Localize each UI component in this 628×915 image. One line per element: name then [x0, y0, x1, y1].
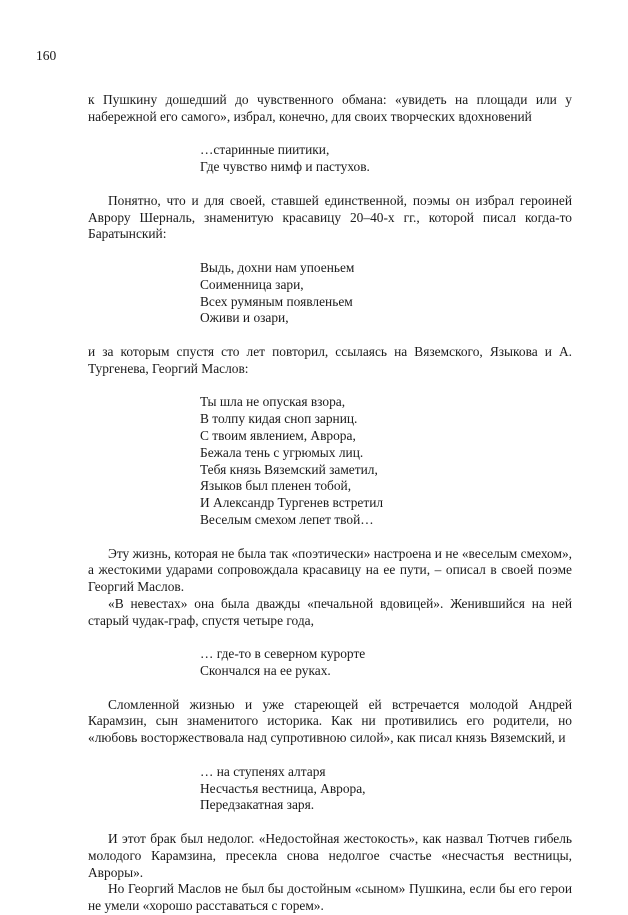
verse-quote [88, 260, 572, 327]
spacer [88, 126, 572, 143]
verse-line: Выдь, дохни нам упоеньем [200, 259, 355, 275]
paragraph: Но Георгий Маслов не был бы достойным «сыном» Пушкина, если бы его герои не умели «хорошо расставаться с горем». [88, 881, 572, 914]
spacer [88, 814, 572, 831]
verse-line: Бежала тень с угрюмых лиц. [200, 444, 364, 460]
paragraph: к Пушкину дошедший до чувственного обмана: «увидеть на площади или у набережной его самого», избрал, конечно, для своих творческих вдохновений [88, 92, 572, 124]
page-number: 160 [36, 48, 57, 63]
spacer [88, 327, 572, 344]
verse-line: В толпу кидая сноп зарниц. [200, 411, 358, 427]
verse-line: Веселым смехом лепет твой… [200, 511, 374, 527]
verse-line: … на ступенях алтаря [200, 763, 326, 779]
spacer [88, 630, 572, 647]
verse-line: …старинные пиитики, [200, 142, 330, 158]
paragraph: и за которым спустя сто лет повторил, ссылаясь на Вяземского, Языкова и А. Тургенева, Георгий Маслов: [88, 343, 572, 376]
paragraph: И этот брак был недолог. «Недостойная жестокость», как назвал Тютчев гибель молодого Карамзина, пресекла снова недолгое счастье «несчастья вестницы, Авроры». [88, 831, 572, 880]
verse-line: Скончался на ее руках. [200, 663, 331, 679]
verse-quote [88, 764, 572, 814]
verse-quote [88, 394, 572, 528]
verse-line: Ты шла не опуская взора, [200, 394, 346, 410]
spacer [88, 378, 572, 395]
paragraph: Сломленной жизнью и уже стареющей ей встречается молодой Андрей Карамзин, сын знаменитого историка. Как ни противились его родители, но «любовь восторжествовала над супротивною силой», как писал князь Вяземский, и [88, 696, 572, 746]
paragraph: Понятно, что и для своей, ставшей единственной, поэмы он избрал героиней Аврору Шерналь, знаменитую красавицу 20–40-х гг., которой писал когда-то Баратынский: [88, 192, 572, 242]
verse-line: Несчастья вестница, Аврора, [200, 780, 366, 796]
verse-line: Всех румяным появленьем [200, 293, 353, 309]
verse-quote [88, 142, 572, 176]
page-body [88, 92, 572, 915]
verse-line: Тебя князь Вяземский заметил, [200, 461, 378, 477]
verse-line: Соименница зари, [200, 276, 304, 292]
verse-line: Где чувство нимф и пастухов. [200, 159, 370, 175]
verse-line: Передзакатная заря. [200, 797, 315, 813]
paragraph: «В невестах» она была дважды «печальной вдовицей». Женившийся на ней старый чудак-граф, спустя четыре года, [88, 595, 572, 628]
paragraph: Эту жизнь, которая не была так «поэтически» настроена и не «веселым смехом», а жестокими ударами сопровождала красавицу на ее пути, – описал в своей поэме Георгий Маслов. [88, 545, 572, 595]
spacer [88, 243, 572, 260]
verse-quote [88, 646, 572, 680]
spacer [88, 529, 572, 546]
spacer [88, 176, 572, 193]
verse-line: С твоим явлением, Аврора, [200, 427, 356, 443]
spacer [88, 680, 572, 697]
verse-line: Оживи и озари, [200, 310, 289, 326]
spacer [88, 747, 572, 764]
verse-line: … где-то в северном курорте [200, 646, 366, 662]
verse-line: И Александр Тургенев встретил [200, 495, 384, 511]
verse-line: Языков был пленен тобой, [200, 478, 352, 494]
